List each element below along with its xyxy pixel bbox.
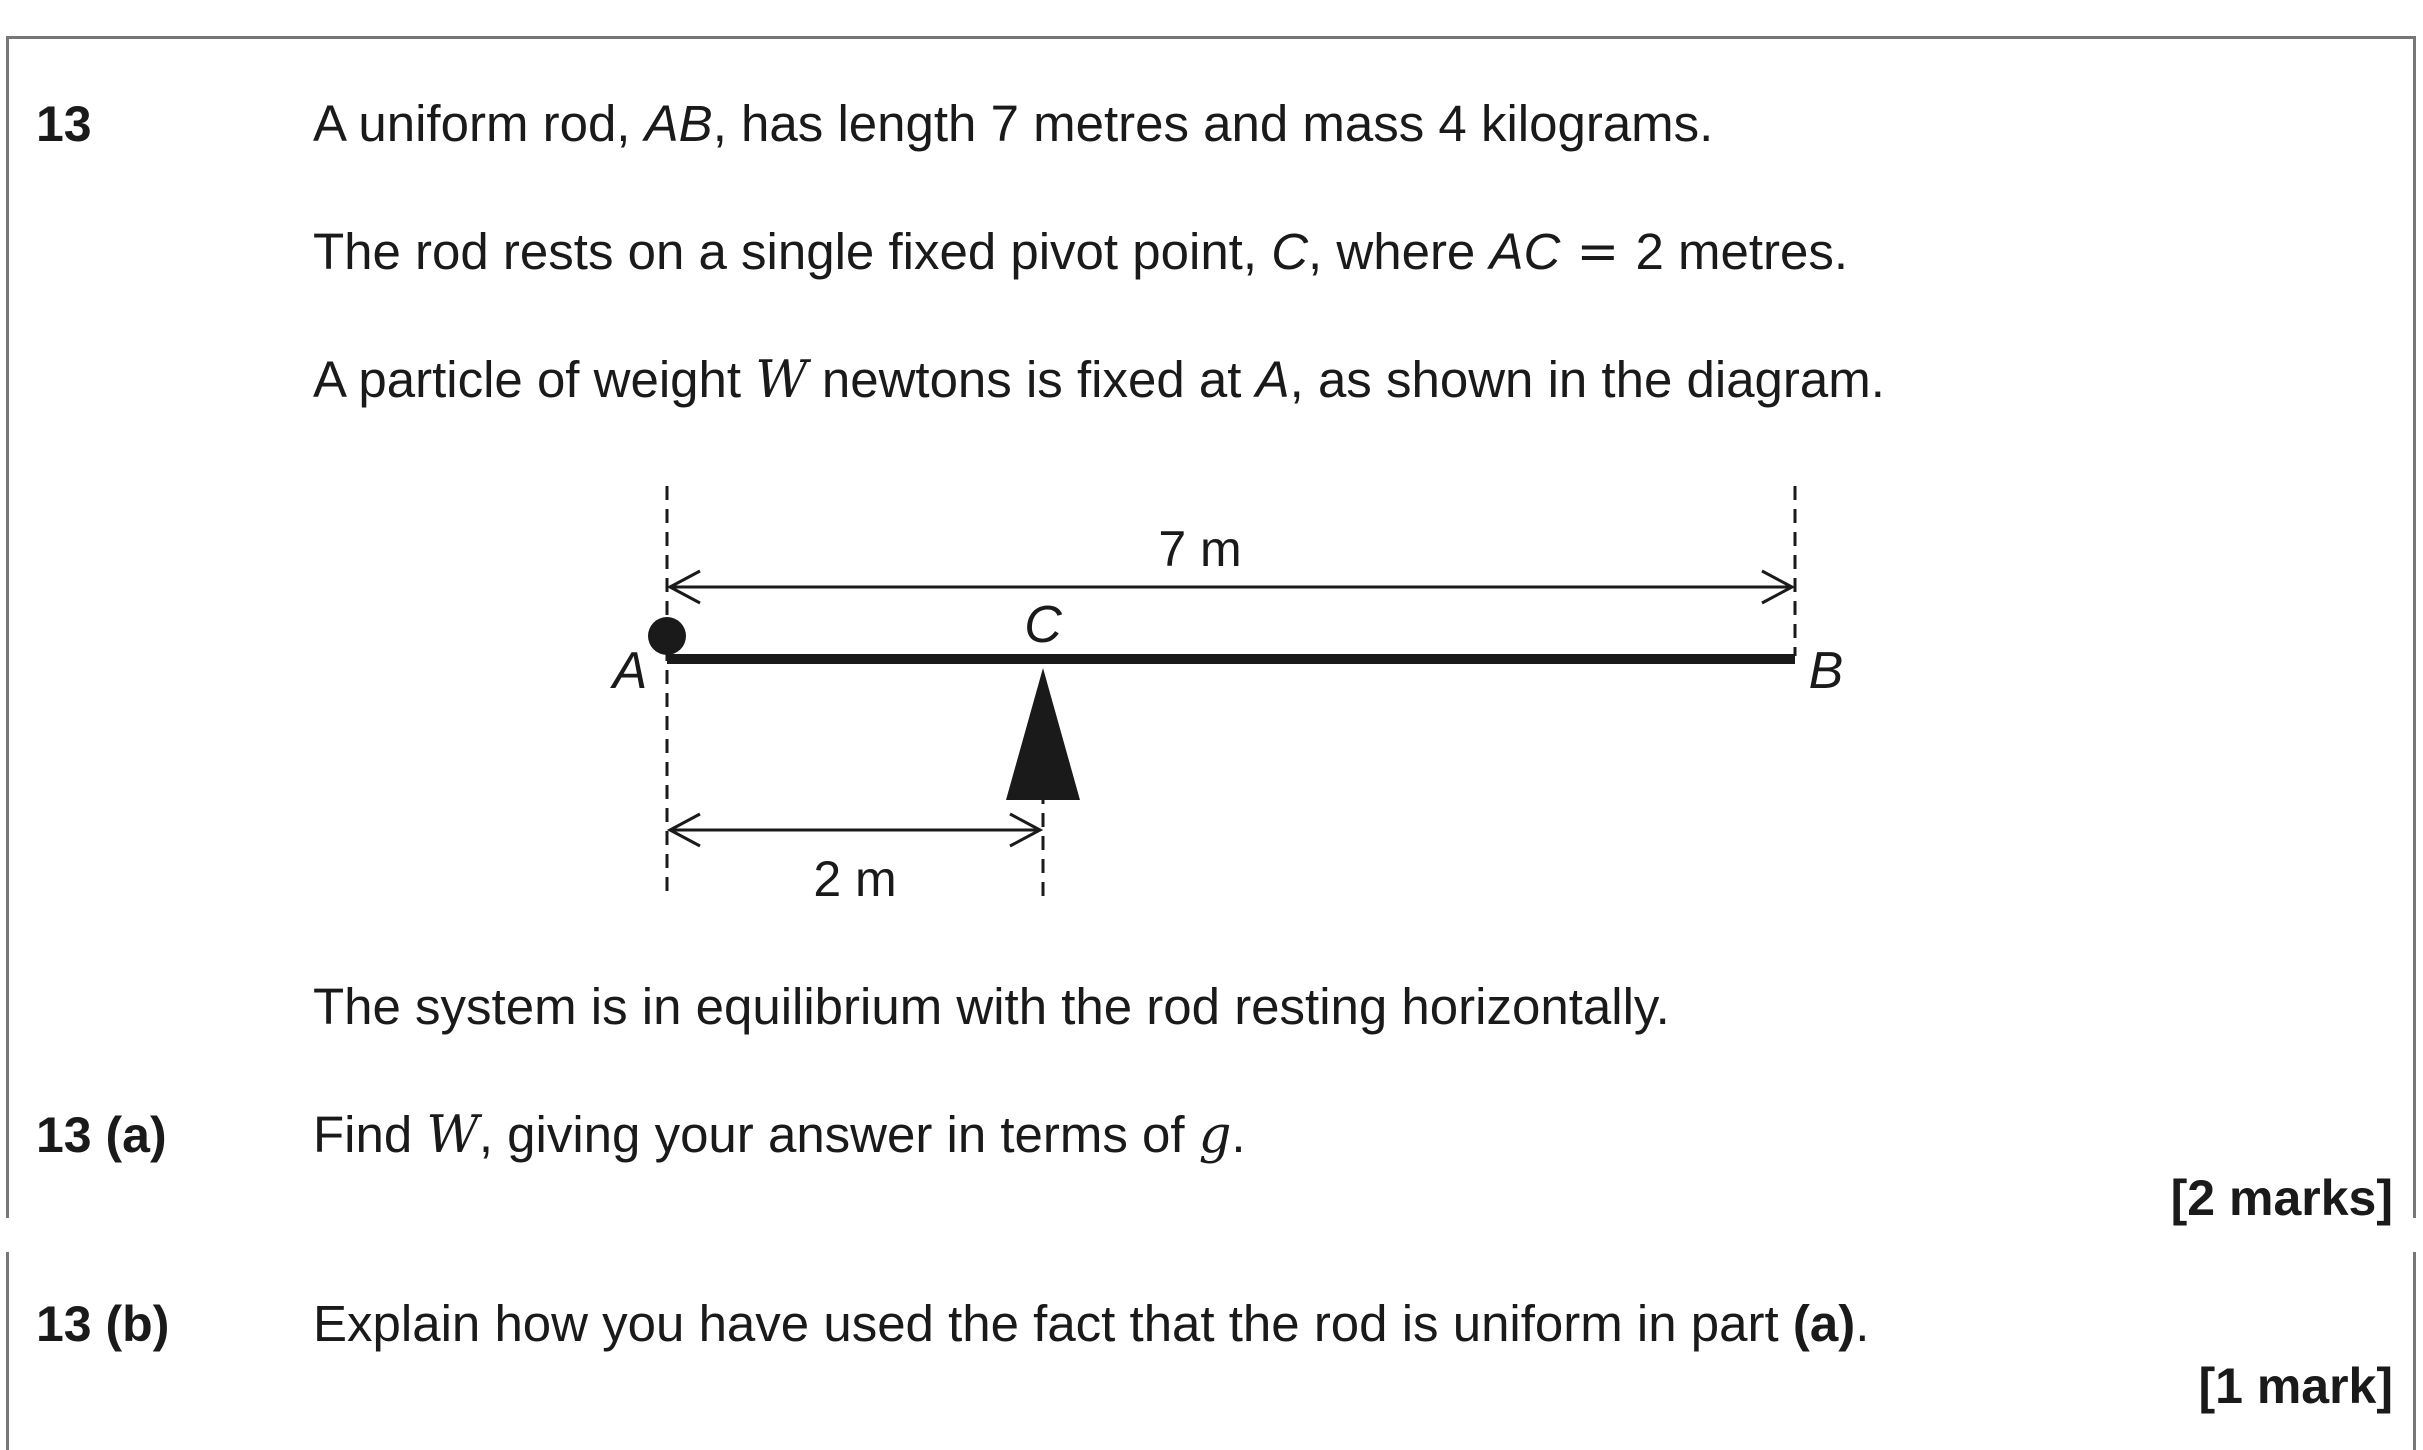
- question-number: 13: [36, 96, 92, 152]
- part-a-number: 13 (a): [36, 1107, 167, 1163]
- equilibrium-statement: The system is in equilibrium with the rod resting horizontally.: [313, 978, 1670, 1035]
- ac-length-label: 2 m: [813, 851, 897, 907]
- part-b-text: Explain how you have used the fact that the rod is uniform in part (a).: [313, 1295, 1870, 1352]
- rod-length-label: 7 m: [1158, 521, 1242, 577]
- var-w-part-a: W: [426, 1106, 479, 1165]
- part-b-number: 13 (b): [36, 1296, 170, 1352]
- label-b: B: [1808, 642, 1844, 700]
- part-reference: (a): [1792, 1295, 1856, 1352]
- particle-at-a: [648, 617, 686, 655]
- var-a: A: [1255, 351, 1290, 408]
- equals-sign: =: [1560, 223, 1636, 282]
- intro-line-3: A particle of weight W newtons is fixed at A, as shown in the diagram.: [313, 351, 1885, 410]
- var-ac: AC: [1489, 223, 1561, 280]
- intro-line-2: The rod rests on a single fixed pivot point, C, where AC = 2 metres.: [313, 223, 1849, 282]
- part-a-text: Find W, giving your answer in terms of g.: [313, 1106, 1246, 1165]
- label-a: A: [612, 642, 648, 700]
- var-c: C: [1271, 223, 1309, 280]
- part-a-marks: [2 marks]: [2170, 1170, 2393, 1226]
- var-ab: AB: [644, 95, 713, 152]
- part-b-marks: [1 mark]: [2198, 1358, 2393, 1414]
- intro-line-1: A uniform rod, AB, has length 7 metres and mass 4 kilograms.: [313, 95, 1714, 152]
- var-g: g: [1198, 1106, 1232, 1165]
- ac-length-arrow: [670, 814, 1040, 846]
- label-c: C: [1024, 596, 1062, 654]
- pivot-triangle: [1006, 668, 1080, 800]
- var-w: W: [755, 351, 808, 410]
